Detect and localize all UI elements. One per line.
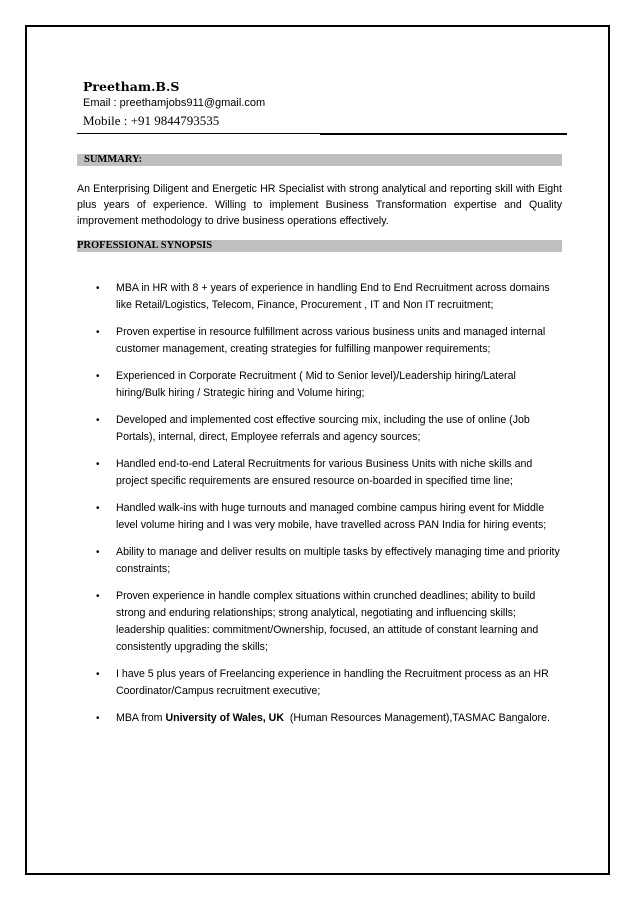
list-item-text: I have 5 plus years of Freelancing experience in handling the Recruitment process as an HR Coordinator/Campus recruitment executive; [116, 668, 549, 697]
summary-heading: SUMMARY: [77, 154, 562, 166]
list-item-text: Experienced in Corporate Recruitment ( Mid to Senior level)/Leadership hiring/Lateral hiring/Bulk hiring / Strategic hiring and Volume hiring; [116, 370, 516, 399]
email-line: Email : preethamjobs911@gmail.com [83, 97, 266, 109]
bullet-icon: • [96, 669, 100, 680]
list-item [96, 666, 562, 700]
candidate-name: Preetham.B.S [83, 79, 180, 94]
bullet-icon: • [96, 547, 100, 558]
list-item-text: MBA in HR with 8 + years of experience in handling End to End Recruitment across domains like Retail/Logistics, Telecom, Finance, Procurement , IT and Non IT recruitment; [116, 282, 550, 311]
list-item [96, 280, 562, 314]
list-item [96, 710, 562, 727]
bullet-icon: • [96, 713, 100, 724]
list-item-text: Handled walk-ins with huge turnouts and managed combine campus hiring event for Middle level volume hiring and I was very mobile, have travelled across PAN India for hiring events; [116, 502, 547, 531]
header-divider-shadow [320, 134, 567, 135]
bullet-icon: • [96, 503, 100, 514]
list-item-text-prefix: MBA from [116, 712, 166, 724]
list-item [96, 456, 562, 490]
list-item [96, 500, 562, 534]
list-item-text: Proven expertise in resource fulfillment across various business units and managed internal customer management, creating strategies for fulfilling manpower requirements; [116, 326, 546, 355]
synopsis-list [96, 280, 562, 737]
bullet-icon: • [96, 459, 100, 470]
summary-text: An Enterprising Diligent and Energetic HR Specialist with strong analytical and reporting skill with Eight plus years of experience. Willing to implement Business Transformation expertise and Quality improvement methodology to drive business operations effectively. [77, 183, 562, 227]
synopsis-heading: PROFESSIONAL SYNOPSIS [77, 240, 562, 252]
list-item-text: Proven experience in handle complex situations within crunched deadlines; ability to build strong and enduring relationships; strong analytical, negotiating and influencing skills; leadership qualities: commitment/Ownership, focused, an attitude of constant learning and consistently upgrading the skills; [116, 590, 539, 653]
list-item-text-suffix: (Human Resources Management),TASMAC Bangalore. [283, 712, 550, 724]
list-item [96, 544, 562, 578]
list-item [96, 412, 562, 446]
bullet-icon: • [96, 415, 100, 426]
bullet-icon: • [96, 591, 100, 602]
list-item [96, 368, 562, 402]
list-item [96, 588, 562, 656]
bullet-icon: • [96, 283, 100, 294]
mobile-line: Mobile : +91 9844793535 [83, 113, 220, 128]
university-name: University of Wales, UK [165, 712, 284, 724]
bullet-icon: • [96, 371, 100, 382]
bullet-icon: • [96, 327, 100, 338]
list-item-text: Ability to manage and deliver results on multiple tasks by effectively managing time and priority constraints; [116, 546, 560, 575]
list-item-text: Developed and implemented cost effective sourcing mix, including the use of online (Job Portals), internal, direct, Employee referrals and agency sources; [116, 414, 530, 443]
list-item [96, 324, 562, 358]
list-item-text: Handled end-to-end Lateral Recruitments for various Business Units with niche skills and project specific requirements are ensured resource on-boarded in specified time line; [116, 458, 533, 487]
